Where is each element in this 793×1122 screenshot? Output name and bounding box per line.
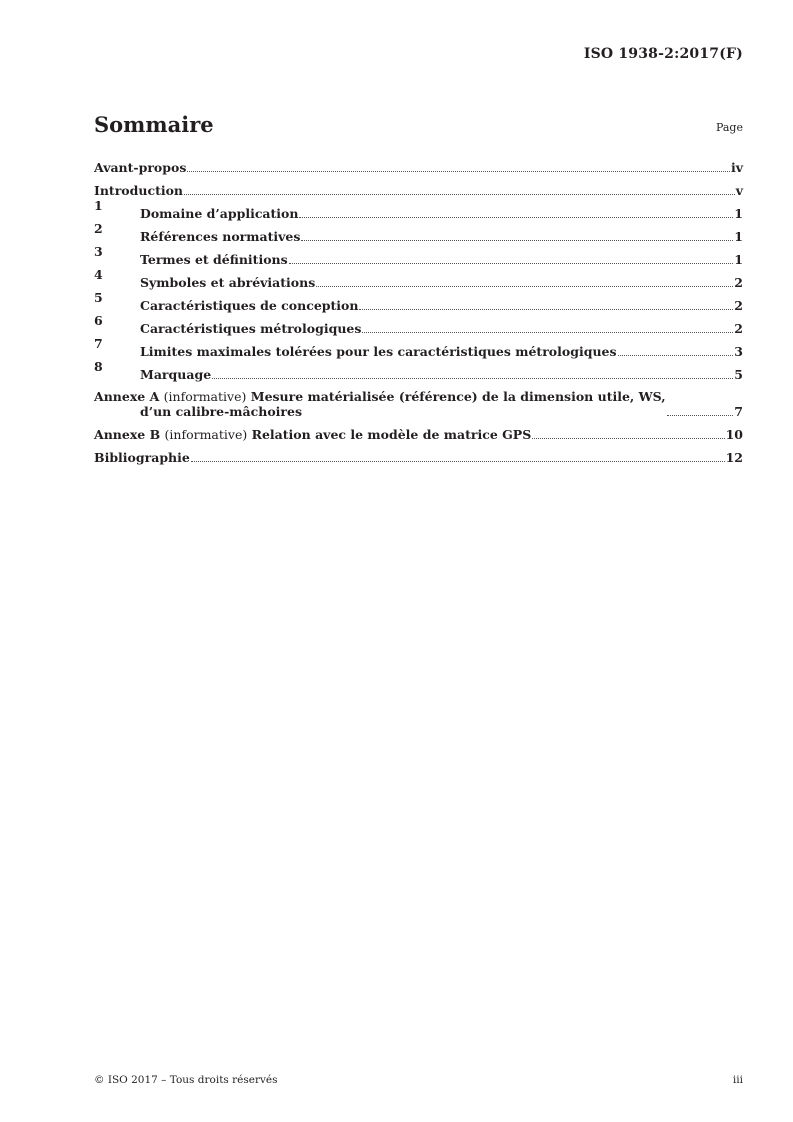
- annex-title: Mesure matérialisée (référence) de la dimension utile, WS,: [250, 389, 666, 404]
- toc-entry-page: 10: [725, 427, 743, 442]
- toc-entry-page: 1: [734, 206, 743, 221]
- page-column-label: Page: [715, 121, 743, 134]
- annex-prefix: Annexe B: [94, 427, 161, 442]
- toc-entry-number: 5: [94, 290, 103, 305]
- dot-leader: [301, 239, 733, 241]
- toc-entry-title-block: [94, 389, 666, 419]
- toc-entry-title: Caractéristiques métrologiques: [140, 321, 362, 336]
- toc-entry-page: 2: [734, 321, 743, 336]
- toc-entry-7[interactable]: [94, 336, 743, 359]
- toc-entry-title: Bibliographie: [94, 450, 190, 465]
- dot-leader: [289, 262, 734, 264]
- toc-entry-6[interactable]: [94, 313, 743, 336]
- toc-entry-number: 3: [94, 244, 103, 259]
- toc-entry-page: 1: [734, 229, 743, 244]
- dot-leader: [187, 170, 730, 172]
- toc-entry-1[interactable]: [94, 198, 743, 221]
- toc-entry-page: iv: [730, 160, 743, 175]
- page-title: Sommaire: [94, 112, 214, 137]
- toc-entry-avant-propos[interactable]: [94, 152, 743, 175]
- dot-leader: [362, 331, 733, 333]
- toc-entry-title: Domaine d’application: [140, 206, 299, 221]
- toc-entry-number: 7: [94, 336, 103, 351]
- toc-entry-annexe-a[interactable]: [94, 382, 743, 419]
- dot-leader: [359, 308, 733, 310]
- toc-heading-row: [94, 112, 743, 142]
- annex-title-line: [94, 389, 666, 404]
- toc-entry-page: 5: [734, 367, 743, 382]
- document-reference: ISO 1938-2:2017(F): [583, 46, 743, 62]
- dot-leader: [316, 285, 733, 287]
- table-of-contents: [94, 152, 743, 465]
- toc-entry-2[interactable]: [94, 221, 743, 244]
- toc-entry-title: [94, 427, 531, 442]
- toc-entry-title: Limites maximales tolérées pour les caractéristiques métrologiques: [140, 344, 617, 359]
- footer-copyright: © ISO 2017 – Tous droits réservés: [94, 1074, 278, 1086]
- toc-entry-title: Références normatives: [140, 229, 301, 244]
- toc-entry-annexe-b[interactable]: [94, 419, 743, 442]
- toc-entry-3[interactable]: [94, 244, 743, 267]
- toc-entry-bibliographie[interactable]: [94, 442, 743, 465]
- toc-entry-title: Symboles et abréviations: [140, 275, 316, 290]
- toc-entry-number: 6: [94, 313, 103, 328]
- toc-entry-title: Introduction: [94, 183, 184, 198]
- footer-page-number: iii: [732, 1074, 743, 1086]
- toc-entry-page: 1: [734, 252, 743, 267]
- annex-prefix: Annexe A: [94, 389, 160, 404]
- toc-entry-title: Termes et définitions: [140, 252, 288, 267]
- dot-leader: [212, 377, 733, 379]
- toc-entry-page: 2: [734, 298, 743, 313]
- dot-leader: [191, 460, 725, 462]
- toc-entry-page: 2: [734, 275, 743, 290]
- toc-entry-title: Avant-propos: [94, 160, 187, 175]
- toc-entry-introduction[interactable]: [94, 175, 743, 198]
- toc-entry-number: 4: [94, 267, 103, 282]
- toc-entry-page: 12: [725, 450, 743, 465]
- toc-entry-number: 8: [94, 359, 103, 374]
- toc-entry-number: 2: [94, 221, 103, 236]
- toc-entry-page: 3: [734, 344, 743, 359]
- toc-entry-number: 1: [94, 198, 103, 213]
- toc-entry-page: v: [735, 183, 743, 198]
- dot-leader: [532, 437, 724, 439]
- annex-title-continuation: d’un calibre-mâchoires: [140, 404, 302, 419]
- dot-leader: [618, 354, 734, 356]
- toc-entry-page: 7: [734, 404, 743, 419]
- dot-leader: [184, 193, 735, 195]
- annex-title: Relation avec le modèle de matrice GPS: [251, 427, 532, 442]
- toc-entry-5[interactable]: [94, 290, 743, 313]
- toc-entry-title: Caractéristiques de conception: [140, 298, 359, 313]
- toc-entry-title: Marquage: [140, 367, 212, 382]
- toc-entry-8[interactable]: [94, 359, 743, 382]
- toc-entry-4[interactable]: [94, 267, 743, 290]
- dot-leader: [299, 216, 733, 218]
- dot-leader: [667, 414, 734, 416]
- annex-kind: (informative): [163, 389, 247, 404]
- annex-kind: (informative): [164, 427, 248, 442]
